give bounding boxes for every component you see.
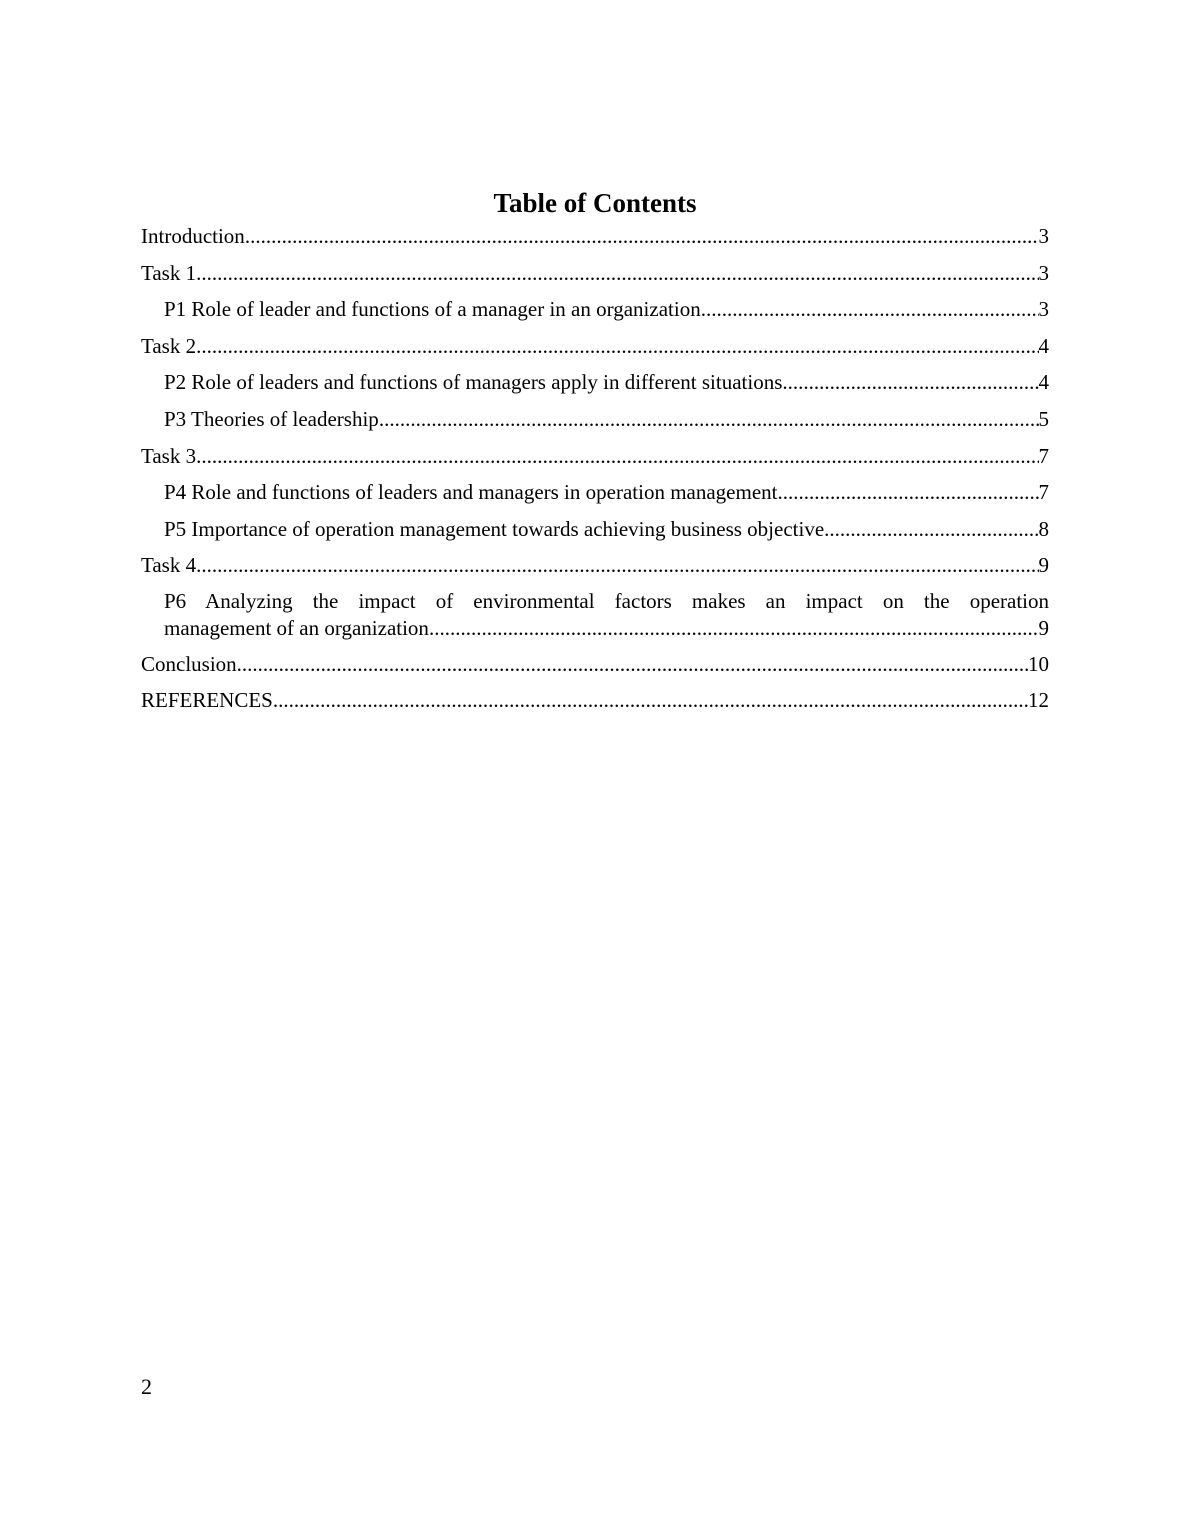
toc-entry-page: 5 xyxy=(1038,406,1049,431)
toc-entry-label: P2 Role of leaders and functions of managers apply in different situations xyxy=(164,370,783,395)
toc-entry-label: REFERENCES xyxy=(141,688,273,713)
toc-title: Table of Contents xyxy=(493,188,697,218)
toc-entry-p4[interactable] xyxy=(141,478,1049,507)
toc-entry-label: Task 3 xyxy=(141,443,197,468)
toc-entry-label: P5 Importance of operation management towards achieving business objective xyxy=(164,516,825,541)
dot-leader xyxy=(701,295,1039,324)
dot-leader xyxy=(273,686,1028,715)
dot-leader xyxy=(379,405,1039,434)
toc-entry-page: 7 xyxy=(1038,443,1049,468)
toc-entry-page: 3 xyxy=(1038,224,1049,248)
page-number: 2 xyxy=(141,1374,152,1399)
toc-entry-page: 3 xyxy=(1038,260,1049,285)
toc-entry-label: P4 Role and functions of leaders and managers in operation management xyxy=(164,480,778,505)
toc-entry-page: 3 xyxy=(1038,297,1049,322)
toc-entry-label-line-2: management of an organization xyxy=(164,615,429,640)
toc-entry-p3[interactable] xyxy=(141,405,1049,434)
dot-leader xyxy=(196,551,1038,580)
toc-entry-page: 4 xyxy=(1038,370,1049,395)
dot-leader xyxy=(429,615,1039,642)
dot-leader xyxy=(237,650,1028,679)
toc-entry-label: Introduction xyxy=(141,224,245,248)
toc-entry-p6[interactable] xyxy=(141,588,1049,642)
toc-entry-page: 9 xyxy=(1038,553,1049,578)
dot-leader xyxy=(824,515,1038,544)
toc-entry-label: P1 Role of leader and functions of a manager in an organization xyxy=(164,297,701,322)
toc-entry-page: 9 xyxy=(1038,615,1049,640)
toc-entry-introduction[interactable] xyxy=(141,222,1049,251)
dot-leader xyxy=(782,368,1038,397)
toc-entry-task-1[interactable] xyxy=(141,259,1049,288)
dot-leader xyxy=(196,442,1038,471)
dot-leader xyxy=(196,332,1038,361)
toc-entry-page: 10 xyxy=(1028,651,1049,676)
toc-entry-conclusion[interactable] xyxy=(141,650,1049,679)
toc-entry-references[interactable] xyxy=(141,686,1049,715)
toc-entry-p2[interactable] xyxy=(141,368,1049,397)
dot-leader xyxy=(196,259,1038,288)
toc-entry-page: 7 xyxy=(1038,480,1049,505)
toc-entry-label: P3 Theories of leadership xyxy=(164,406,379,431)
toc-entry-line-2 xyxy=(164,615,1049,642)
toc-entry-label-line-1: P6 Analyzing the impact of environmental factors makes an impact on the operation xyxy=(164,588,1049,613)
dot-leader xyxy=(777,478,1038,507)
toc-entry-page: 12 xyxy=(1028,688,1049,713)
toc-entry-task-4[interactable] xyxy=(141,551,1049,580)
toc-entry-page: 8 xyxy=(1038,516,1049,541)
toc-entry-task-3[interactable] xyxy=(141,442,1049,471)
toc-entry-label: Task 4 xyxy=(141,553,197,578)
toc-entry-page: 4 xyxy=(1038,333,1049,358)
toc-entry-p5[interactable] xyxy=(141,515,1049,544)
toc-entry-p1[interactable] xyxy=(141,295,1049,324)
toc-entry-label: Conclusion xyxy=(141,651,237,676)
toc-entry-label: Task 2 xyxy=(141,333,197,358)
table-of-contents xyxy=(141,222,1049,723)
dot-leader xyxy=(245,222,1039,251)
toc-entry-task-2[interactable] xyxy=(141,332,1049,361)
toc-entry-label: Task 1 xyxy=(141,260,197,285)
